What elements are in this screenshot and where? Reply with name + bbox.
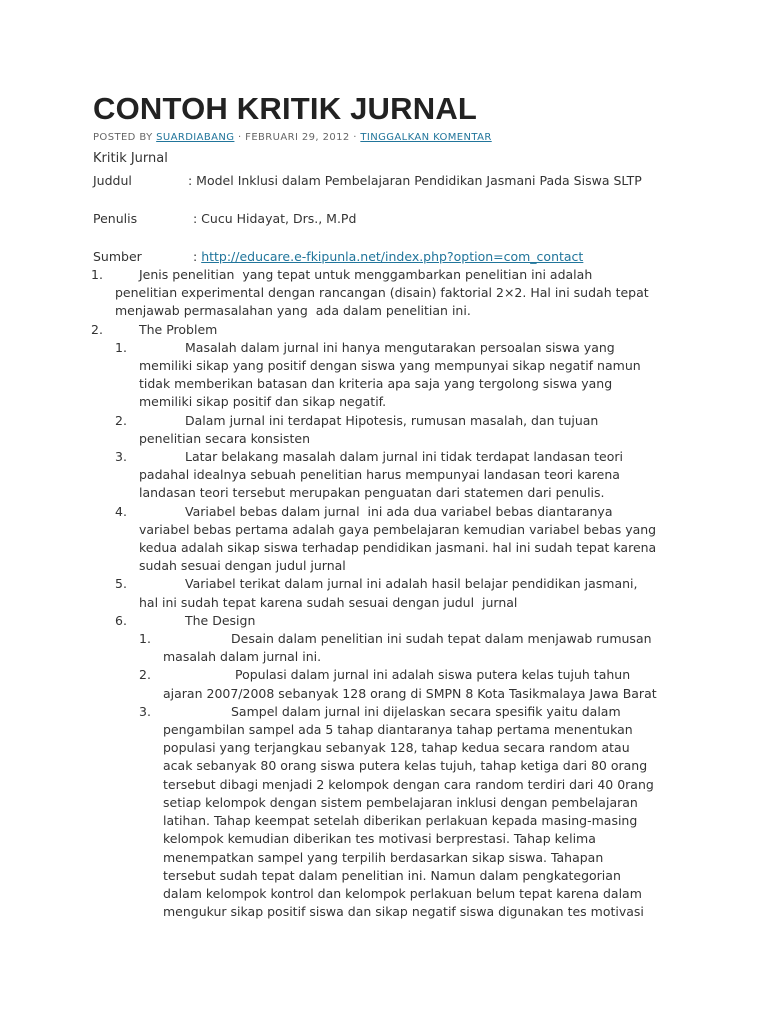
list-item-line: Sampel dalam jurnal ini dijelaskan secara spesifik yaitu dalam bbox=[231, 703, 621, 719]
list-item-line: penelitian experimental dengan rancangan (disain) faktorial 2×2. Hal ini sudah tepat bbox=[115, 285, 649, 301]
list-item-line: penelitian secara konsisten bbox=[139, 430, 310, 446]
critique-list bbox=[93, 266, 693, 921]
list-number: 3. bbox=[115, 449, 127, 465]
list-item-line: Desain dalam penelitian ini sudah tepat dalam menjawab rumusan bbox=[231, 631, 652, 647]
list-item bbox=[93, 412, 693, 448]
penulis-label: Penulis bbox=[93, 211, 138, 226]
list-number: 3. bbox=[139, 703, 151, 719]
posted-by-label: POSTED BY bbox=[93, 132, 157, 143]
list-item-line: Dalam jurnal ini terdapat Hipotesis, rumusan masalah, dan tujuan bbox=[185, 412, 599, 428]
list-item-line: Variabel bebas dalam jurnal ini ada dua variabel bebas diantaranya bbox=[185, 503, 613, 519]
list-item-line: tersebut dibagi menjadi 2 kelompok dengan cara random terdiri dari 40 0rang bbox=[163, 776, 654, 792]
list-item-line: acak sebanyak 80 orang siswa putera kelas tujuh, tahap ketiga dari 80 orang bbox=[163, 758, 648, 774]
list-number: 1. bbox=[139, 631, 151, 647]
section-heading: Kritik Jurnal bbox=[93, 151, 168, 166]
source-link[interactable]: http://educare.e-fkipunla.net/index.php?option=com_contact bbox=[201, 249, 584, 264]
sumber-prefix: : bbox=[193, 249, 202, 264]
list-item-line: Jenis penelitian yang tepat untuk menggambarkan penelitian ini adalah bbox=[139, 267, 593, 282]
list-item-line: The Problem bbox=[139, 321, 218, 337]
list-item-line: ajaran 2007/2008 sebanyak 128 orang di SMPN 8 Kota Tasikmalaya Jawa Barat bbox=[163, 685, 657, 701]
list-item-line: tidak memberikan batasan dan kriteria apa saja yang tergolong siswa yang bbox=[139, 376, 613, 392]
list-number: 5. bbox=[115, 576, 127, 592]
list-item bbox=[93, 612, 693, 630]
list-number: 1. bbox=[91, 267, 103, 282]
list-item bbox=[93, 666, 693, 702]
list-item bbox=[93, 575, 693, 611]
list-item bbox=[93, 503, 693, 576]
fields bbox=[93, 172, 693, 266]
list-item-line: padahal idealnya sebuah penelitian harus mempunyai landasan teori karena bbox=[139, 467, 620, 483]
list-item-line: variabel bebas pertama adalah gaya pembelajaran kemudian variabel bebas yang bbox=[139, 521, 657, 537]
list-item-line: Masalah dalam jurnal ini hanya mengutarakan persoalan siswa yang bbox=[185, 339, 615, 355]
list-item-line: kedua adalah sikap siswa terhadap pendidikan jasmani. hal ini sudah tepat karena bbox=[139, 540, 657, 556]
list-item-line: sudah sesuai dengan judul jurnal bbox=[139, 558, 346, 574]
author-link[interactable]: SUARDIABANG bbox=[156, 132, 235, 143]
list-item-line: The Design bbox=[185, 612, 256, 628]
post-meta bbox=[93, 132, 693, 143]
list-item-line: latihan. Tahap keempat setelah diberikan perlakuan kepada masing-masing bbox=[163, 813, 638, 829]
list-number: 4. bbox=[115, 503, 127, 519]
penulis-value: : Cucu Hidayat, Drs., M.Pd bbox=[193, 211, 357, 226]
judul-value: : Model Inklusi dalam Pembelajaran Pendidikan Jasmani Pada Siswa SLTP bbox=[188, 173, 642, 188]
list-number: 2. bbox=[115, 412, 127, 428]
list-item-line: memiliki sikap positif dan sikap negatif. bbox=[139, 394, 387, 410]
list-item bbox=[93, 630, 693, 666]
field-judul bbox=[93, 172, 693, 190]
comment-link[interactable]: TINGGALKAN KOMENTAR bbox=[360, 132, 492, 143]
list-item-line: landasan teori tersebut merupakan penguatan dari statemen dari penulis. bbox=[139, 485, 605, 501]
field-penulis bbox=[93, 210, 693, 228]
list-item-line: tersebut sudah tepat dalam penelitian ini. Namun dalam pengkategorian bbox=[163, 867, 621, 883]
list-item-line: menempatkan sampel yang terpilih berdasarkan sikap siswa. Tahapan bbox=[163, 849, 604, 865]
list-item-line: masalah dalam jurnal ini. bbox=[163, 649, 322, 665]
list-number: 1. bbox=[115, 339, 127, 355]
list-item-line: hal ini sudah tepat karena sudah sesuai dengan judul jurnal bbox=[139, 594, 518, 610]
list-number: 2. bbox=[91, 321, 103, 337]
field-sumber bbox=[93, 248, 693, 266]
list-item-line: Populasi dalam jurnal ini adalah siswa putera kelas tujuh tahun bbox=[231, 667, 631, 683]
list-item-line: memiliki sikap yang positif dengan siswa yang mempunyai sikap negatif namun bbox=[139, 358, 641, 374]
list-item-line: Latar belakang masalah dalam jurnal ini tidak terdapat landasan teori bbox=[185, 449, 623, 465]
list-item-line: pengambilan sampel ada 5 tahap diantaranya tahap pertama menentukan bbox=[163, 722, 633, 738]
list-item bbox=[93, 703, 693, 921]
judul-label: Juddul bbox=[93, 173, 132, 188]
list-number: 6. bbox=[115, 612, 127, 628]
post-date: · FEBRUARI 29, 2012 · bbox=[234, 132, 361, 143]
list-item bbox=[93, 339, 693, 412]
list-number: 2. bbox=[139, 667, 151, 683]
article bbox=[93, 90, 693, 921]
list-item-line: Variabel terikat dalam jurnal ini adalah hasil belajar pendidikan jasmani, bbox=[185, 576, 638, 592]
list-item bbox=[93, 266, 693, 321]
list-item-line: kelompok kemudian diberikan tes motivasi berprestasi. Tahap kelima bbox=[163, 831, 596, 847]
page-title: CONTOH KRITIK JURNAL bbox=[93, 91, 478, 126]
sumber-label: Sumber bbox=[93, 249, 142, 264]
list-item bbox=[93, 448, 693, 503]
list-item-line: dalam kelompok kontrol dan kelompok perlakuan belum tepat karena dalam bbox=[163, 885, 642, 901]
list-item-line: menjawab permasalahan yang ada dalam penelitian ini. bbox=[115, 303, 471, 319]
list-item-line: setiap kelompok dengan sistem pembelajaran inklusi dengan pembelajaran bbox=[163, 794, 638, 810]
list-item bbox=[93, 321, 693, 339]
list-item-line: mengukur sikap positif siswa dan sikap negatif siswa digunakan tes motivasi bbox=[163, 904, 644, 920]
list-item-line: populasi yang terjangkau sebanyak 128, tahap kedua secara random atau bbox=[163, 740, 630, 756]
